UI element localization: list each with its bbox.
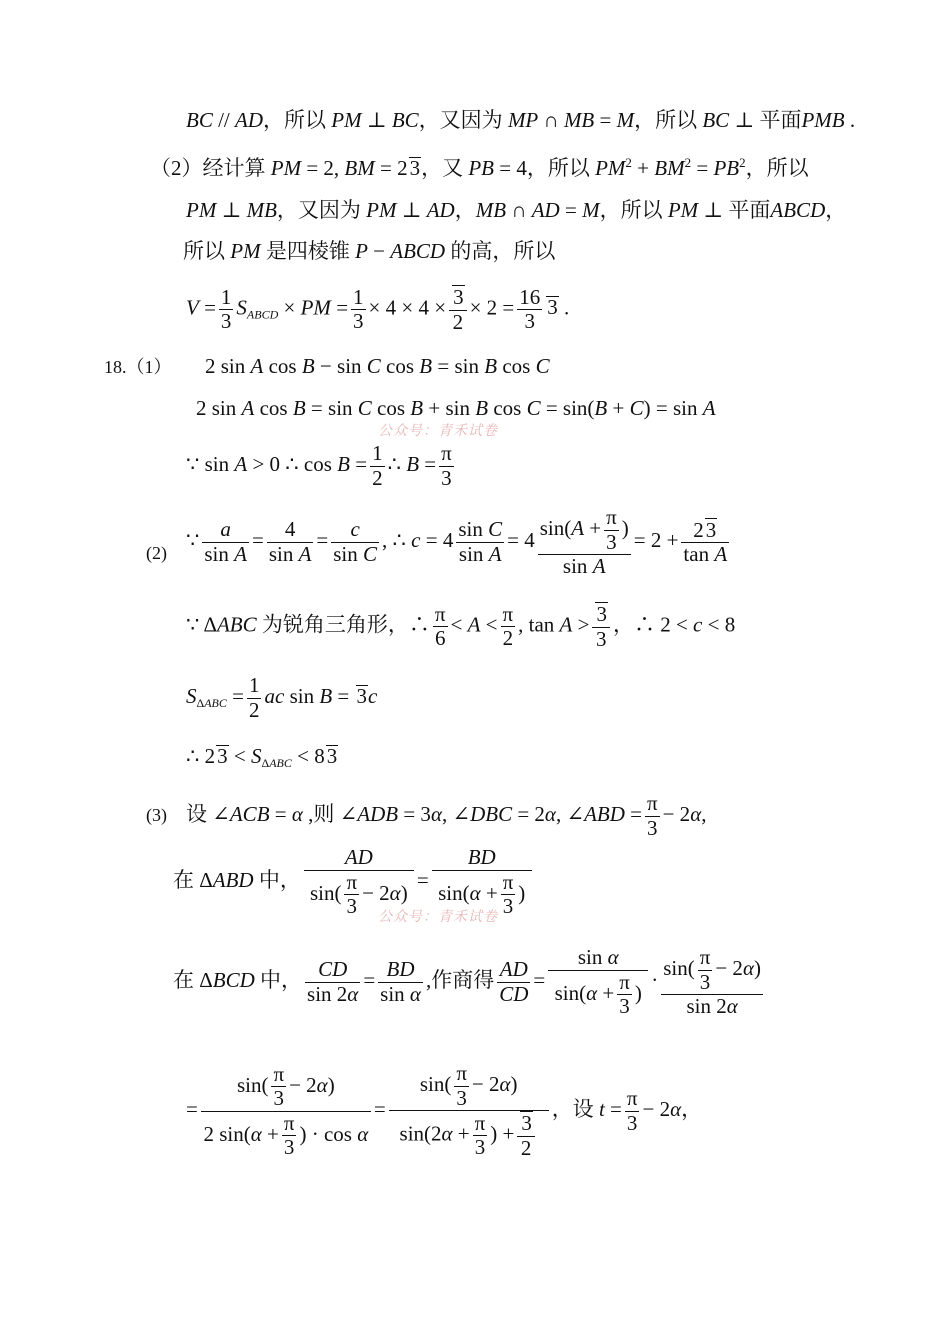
text-line-1: BC // AD，所以 PM ⊥ BC，又因为 MP ∩ MB = M，所以 BC ⊥ 平面PMB . xyxy=(186,108,856,132)
text-line-15: 在 ΔBCD 中， $\frac{CD}{\sin 2\alpha}$ = $\frac{BD}{\text{sin α}}$ ,作商得 $\frac{AD}{CD}$ = sin α sin(α + $\frac{\pi}{3}$ ) · sin( $\frac{\pi}{3}$ − 2α) sin 2α xyxy=(173,945,761,1019)
text-line-7: 2 sin A cos B = sin C cos B + sin B cos C = sin(B + C) = sin A xyxy=(196,396,716,420)
part3-label: (3) xyxy=(146,805,167,825)
q18-label: 18.（1） xyxy=(104,357,172,377)
part2-label: (2) xyxy=(146,543,167,563)
text-line-12: ∴ $23 < S_{\Delta ABC} < 83$ xyxy=(186,744,338,770)
text-line-9: ∵ $\frac{a}{\text{sin A}}$ = $\frac{4}{\text{sin A}}$ = $\frac{c}{\text{sin C}}$ , ∴ c = 4 $\frac{\text{sin C}}{\text{sin A}}$ = 4 sin(A + $\frac{\pi}{3}$ ) sin A = 2 + $\frac{23}{\text{tan A}}$ xyxy=(186,505,728,579)
watermark-2: 公众号：青禾试卷 xyxy=(378,909,498,925)
text-line-14: 在 ΔABD 中， AD sin( $\frac{\pi}{3}$ − 2α) = BD sin(α + $\frac{\pi}{3}$ ) xyxy=(173,846,535,919)
text-line-6: 2 sin A cos B − sin C cos B = sin B cos C xyxy=(205,354,550,378)
text-line-10: ∵ ΔABC 为锐角三角形，∴ $\frac{\pi}{6}$ < A < $\frac{\pi}{2}$ , tan A > $\frac{3}{3}$ ，∴ 2 < c < 8 xyxy=(186,601,736,651)
text-line-4: 所以 PM 是四棱锥 P − ABCD 的高，所以 xyxy=(183,239,556,263)
text-line-11: $S_{\Delta ABC}$ = $\frac{1}{2}$ ac sin B = 3c xyxy=(186,673,378,722)
text-line-3: PM ⊥ MB，又因为 PM ⊥ AD，MB ∩ AD = M，所以 PM ⊥ 平面ABCD， xyxy=(186,198,847,222)
text-line-8: ∵ sin A > 0 ∴ cos B = $\frac{1}{2}$ ∴ B = $\frac{\pi}{3}$ xyxy=(186,441,452,490)
watermark-1: 公众号：青禾试卷 xyxy=(378,423,498,439)
text-line-5: V = $\frac{1}{3}$ $S_{ABCD}$ × PM = $\frac{1}{3}$ × 4 × 4 × $\frac{3}{2}$ × 2 = $\frac{16}{3}$ 3 . xyxy=(186,284,570,334)
text-line-16: = sin( $\frac{\pi}{3}$ − 2α) 2 sin(α + $\frac{\pi}{3}$ ) · cos α = sin( $\frac{\pi}{3}$ − 2α) sin(2α + $\frac{\pi}{3}$ ) + $\frac{3}{2}$ ，设 t = $\frac{\pi}{3}$ − 2α， xyxy=(186,1061,703,1160)
text-line-2: （2）经计算 PM = 2, BM = 23，又 PB = 4，所以 $PM^2 + BM^2 = PB^2$，所以 xyxy=(150,155,809,180)
text-line-13: 设 ∠ACB = α ,则 ∠ADB = 3α, ∠DBC = 2α, ∠ABD = $\frac{\pi}{3}$ − 2α, xyxy=(186,791,707,840)
